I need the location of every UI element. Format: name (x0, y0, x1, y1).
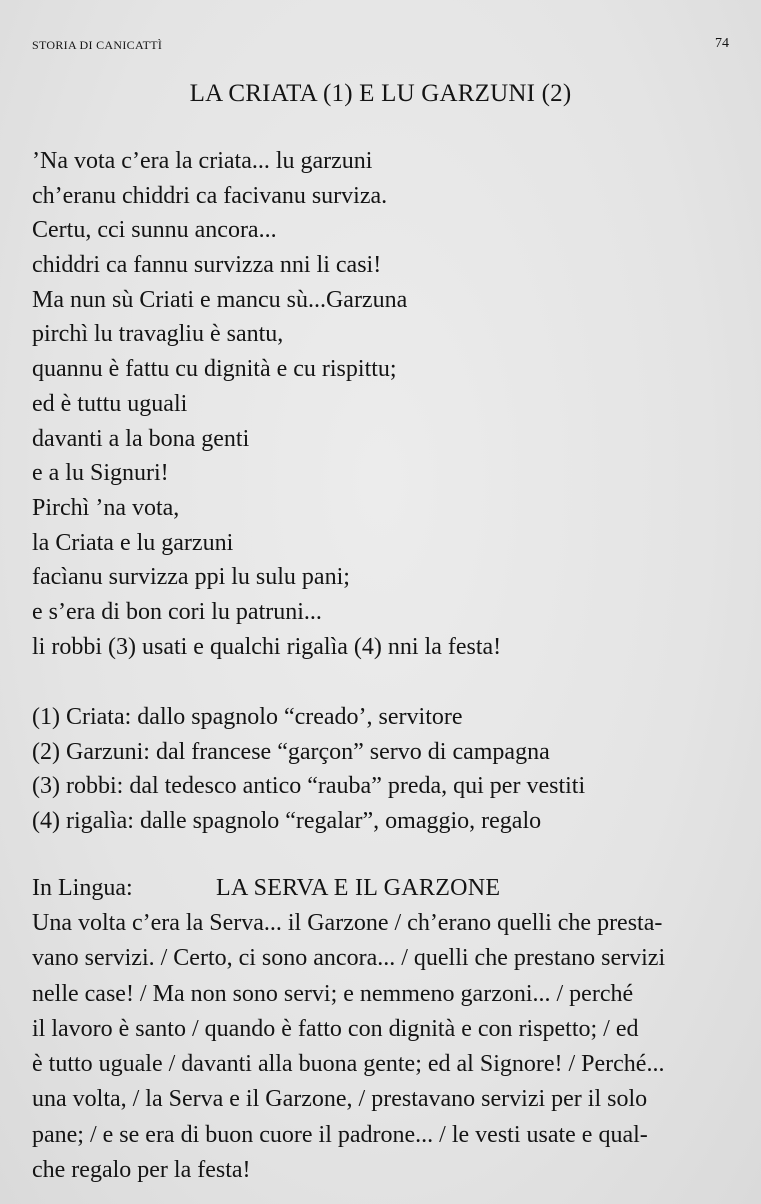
poem-line: ch’eranu chiddri ca facivanu surviza. (32, 182, 388, 209)
translation-line: una volta, / la Serva e il Garzone, / prestavano servizi per il solo (32, 1086, 648, 1113)
translation-section (32, 870, 732, 1188)
poem-line: Pirchì ’na vota, (32, 494, 180, 521)
poem-line: facìanu survizza ppi lu sulu pani; (32, 564, 350, 591)
translation-line: vano servizi. / Certo, ci sono ancora... / quelli che prestano servizi (32, 945, 666, 972)
footnote: (1) Criata: dallo spagnolo “creado’, servitore (32, 704, 463, 730)
translation-line: che regalo per la festa! (32, 1157, 251, 1184)
poem-line: e a lu Signuri! (32, 460, 169, 487)
translation-label: In Lingua: (32, 875, 133, 901)
poem-line: li robbi (3) usati e qualchi rigalìa (4) nni la festa! (32, 633, 502, 660)
footnote: (3) robbi: dal tedesco antico “rauba” preda, qui per vestiti (32, 773, 586, 800)
running-header: STORIA DI CANICATTÌ (32, 38, 163, 52)
poem-line: pirchì lu travagliu è santu, (32, 321, 284, 348)
page-number: 74 (715, 36, 729, 51)
poem-title: LA CRIATA (1) E LU GARZUNI (2) (189, 80, 572, 107)
footnote: (2) Garzuni: dal francese “garçon” servo di campagna (32, 738, 550, 765)
translation-line: nelle case! / Ma non sono servi; e nemmeno garzoni... / perché (32, 980, 634, 1007)
poem-line: e s’era di bon cori lu patruni... (32, 598, 322, 625)
poem-line: davanti a la bona genti (32, 425, 250, 452)
poem-line: chiddri ca fannu survizza nni li casi! (32, 252, 382, 279)
poem-line: ed è tuttu uguali (32, 390, 188, 417)
poem-line: quannu è fattu cu dignità e cu rispittu; (32, 356, 397, 383)
translation-line: è tutto uguale / davanti alla buona gente; ed al Signore! / Perché... (32, 1051, 665, 1078)
translation-line: il lavoro è santo / quando è fatto con dignità e con rispetto; / ed (32, 1015, 639, 1042)
poem-line: Ma nun sù Criati e mancu sù...Garzuna (32, 286, 408, 313)
translation-heading (32, 870, 732, 906)
translation-line: Una volta c’era la Serva... il Garzone / ch’erano quelli che presta- (32, 910, 663, 936)
poem-line: la Criata e lu garzuni (32, 529, 234, 556)
poem-line: ’Na vota c’era la criata... lu garzuni (32, 148, 373, 174)
footnotes (32, 700, 732, 839)
translation-title: LA SERVA E IL GARZONE (216, 875, 501, 901)
translation-line: pane; / e se era di buon cuore il padrone... / le vesti usate e qual- (32, 1121, 648, 1148)
footnote: (4) rigalìa: dalle spagnolo “regalar”, omaggio, regalo (32, 808, 542, 835)
poem-line: Certu, cci sunnu ancora... (32, 217, 277, 244)
poem-body (32, 144, 732, 664)
